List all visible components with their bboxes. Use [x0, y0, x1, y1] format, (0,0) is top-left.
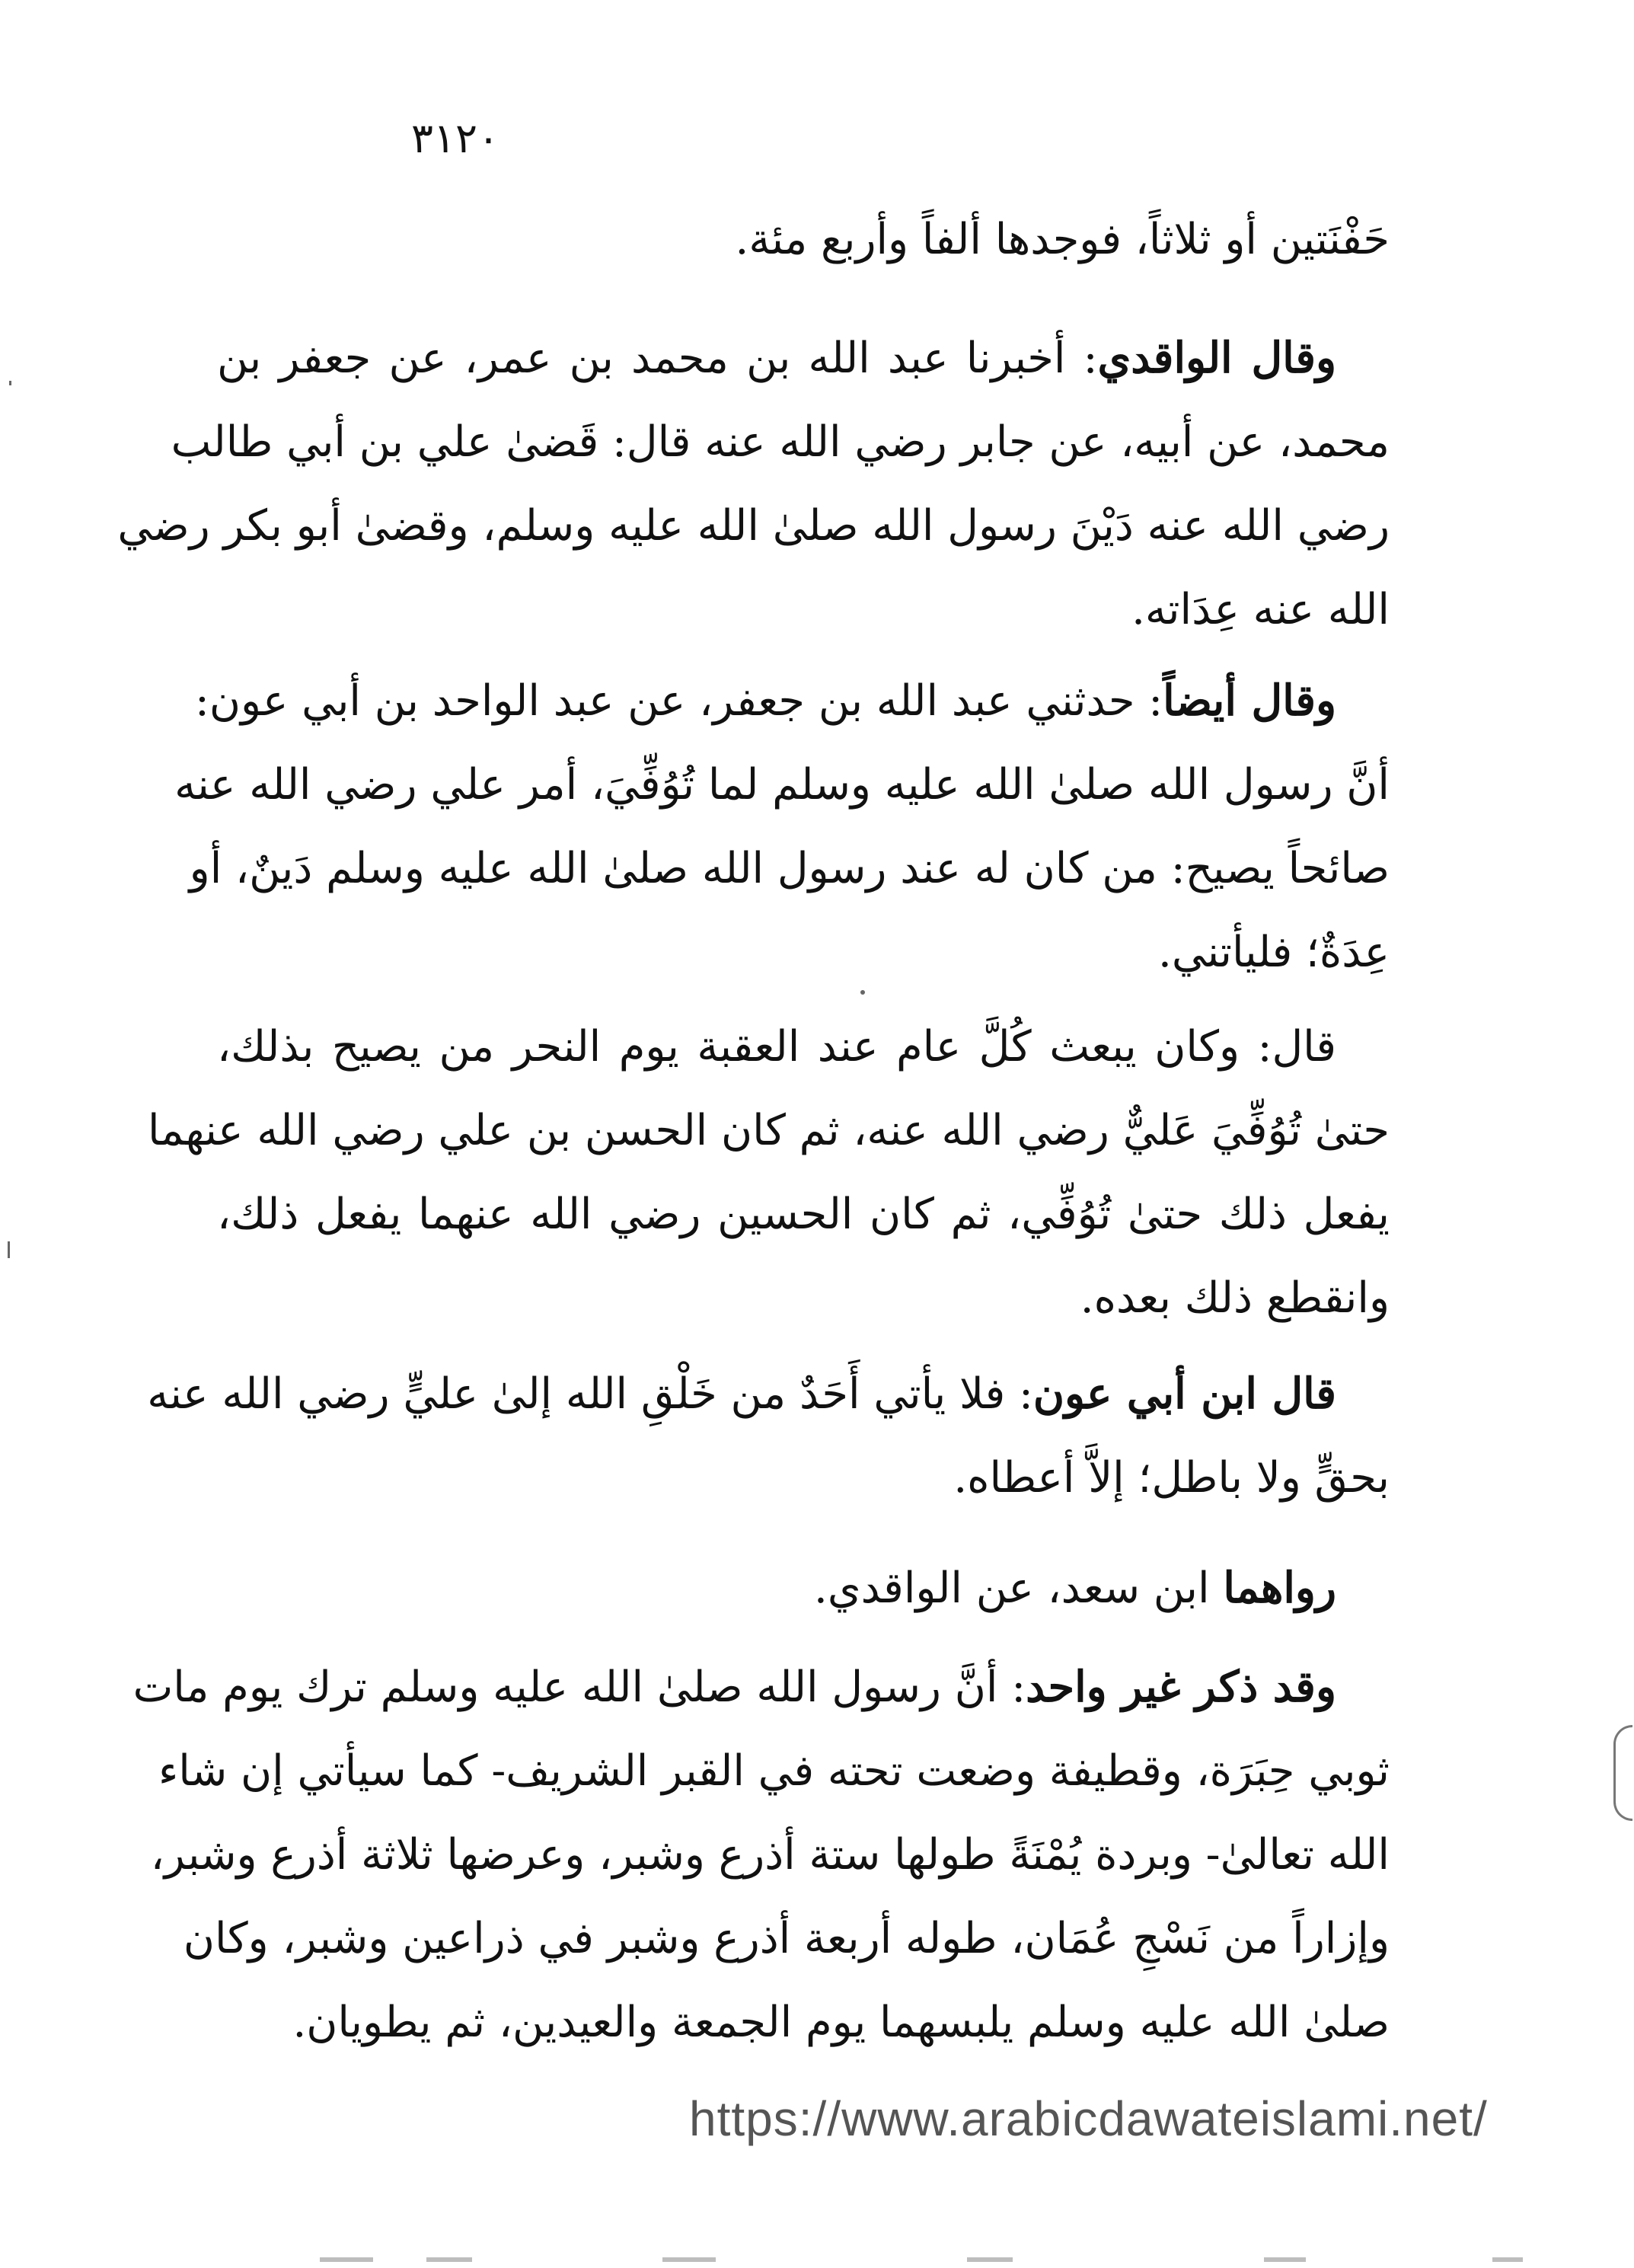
paragraph-7 [132, 1645, 1390, 2065]
scan-speck [860, 990, 865, 995]
bottom-scan-line [426, 2257, 472, 2262]
bottom-scan-line [1492, 2257, 1523, 2262]
paragraph-line: محمد، عن أبيه، عن جابر رضي الله عنه قال: قَضىٰ علي بن أبي طالب [171, 417, 1390, 467]
paragraph-line: رضي الله عنه دَيْنَ رسول الله صلىٰ الله عليه وسلم، وقضىٰ أبو بكر رضي [117, 501, 1390, 551]
paragraph-line: صائحاً يصيح: من كان له عند رسول الله صلىٰ الله عليه وسلم دَينٌ، أو [189, 844, 1390, 893]
paragraph-line: حَفْنَتين أو ثلاثاً، فوجدها ألفاً وأربع مئة. [735, 215, 1390, 264]
paragraph-text: : فلا يأتي أَحَدٌ من خَلْقِ الله إلىٰ عليٍّ رضي الله عنه [147, 1369, 1033, 1419]
paragraph-line: حتىٰ تُوُفِّيَ عَليٌّ رضي الله عنه، ثم كان الحسن بن علي رضي الله عنهما [148, 1106, 1390, 1155]
paragraph-line: يفعل ذلك حتىٰ تُوُفِّي، ثم كان الحسين رضي الله عنهما يفعل ذلك، [217, 1190, 1390, 1239]
binding-shadow [1613, 1725, 1632, 1821]
paragraph-line [195, 659, 1390, 743]
paragraph-line: عِدَةٌ؛ فليأتني. [1158, 928, 1390, 977]
paragraph-line: وانقطع ذلك بعده. [1080, 1273, 1390, 1323]
bottom-scan-line [662, 2257, 716, 2262]
paragraph-5 [147, 1352, 1390, 1520]
paragraph-line: أنَّ رسول الله صلىٰ الله عليه وسلم لما تُوُفِّيَ، أمر علي رضي الله عنه [174, 760, 1390, 810]
paragraph-2 [117, 316, 1390, 652]
paragraph-lead: وقال الواقدي [1097, 333, 1337, 383]
page-number: ٣١٢٠ [411, 114, 500, 162]
paragraph-text: : أخبرنا عبد الله بن محمد بن عمر، عن جعفر بن [217, 334, 1098, 383]
paragraph-text: : حدثني عبد الله بن جعفر، عن عبد الواحد بن أبي عون: [195, 676, 1163, 726]
scan-speck [9, 381, 11, 385]
paragraph-text: : أنَّ رسول الله صلىٰ الله عليه وسلم ترك يوم مات [132, 1663, 1026, 1712]
bottom-scan-line [320, 2257, 373, 2262]
watermark-url: https://www.arabicdawateislami.net/ [689, 2091, 1488, 2146]
paragraph-line [147, 1352, 1390, 1436]
paragraph-lead: وقد ذكر غير واحد [1026, 1662, 1336, 1712]
paragraph-lead: رواهما [1223, 1563, 1336, 1613]
bottom-scan-line [1264, 2257, 1306, 2262]
paragraph-line: قال: وكان يبعث كُلَّ عام عند العقبة يوم النحر من يصيح بذلك، [217, 1022, 1336, 1072]
paragraph-line: بحقٍّ ولا باطل؛ إلاَّ أعطاه. [953, 1453, 1390, 1503]
paragraph-line [217, 316, 1390, 401]
paragraph-lead: وقال أيضاً [1163, 676, 1336, 726]
paragraph-line: وإزاراً من نَسْجِ عُمَان، طوله أربعة أذرع وشبر في ذراعين وشبر، وكان [183, 1914, 1390, 1963]
paragraph-line: الله تعالىٰ- وبردة يُمْنَةً طولها ستة أذرع وشبر، وعرضها ثلاثة أذرع وشبر، [150, 1830, 1390, 1880]
bottom-scan-line [967, 2257, 1013, 2262]
paragraph-line: الله عنه عِدَاته. [1131, 585, 1390, 634]
paragraph-line: ثوبي حِبَرَة، وقطيفة وضعت تحته في القبر الشريف- كما سيأتي إن شاء [158, 1746, 1390, 1796]
scan-speck [8, 1241, 10, 1258]
paragraph-line [217, 1546, 1390, 1631]
paragraph-3 [174, 659, 1390, 995]
paragraph-line: صلىٰ الله عليه وسلم يلبسهما يوم الجمعة والعيدين، ثم يطويان. [292, 1998, 1390, 2047]
paragraph-6 [217, 1546, 1390, 1631]
paragraph-line [132, 1645, 1390, 1730]
paragraph-text: ابن سعد، عن الواقدي. [814, 1564, 1224, 1613]
paragraph-4 [148, 1005, 1390, 1340]
paragraph-1 [217, 198, 1390, 282]
paragraph-lead: قال ابن أبي عون [1032, 1369, 1336, 1419]
